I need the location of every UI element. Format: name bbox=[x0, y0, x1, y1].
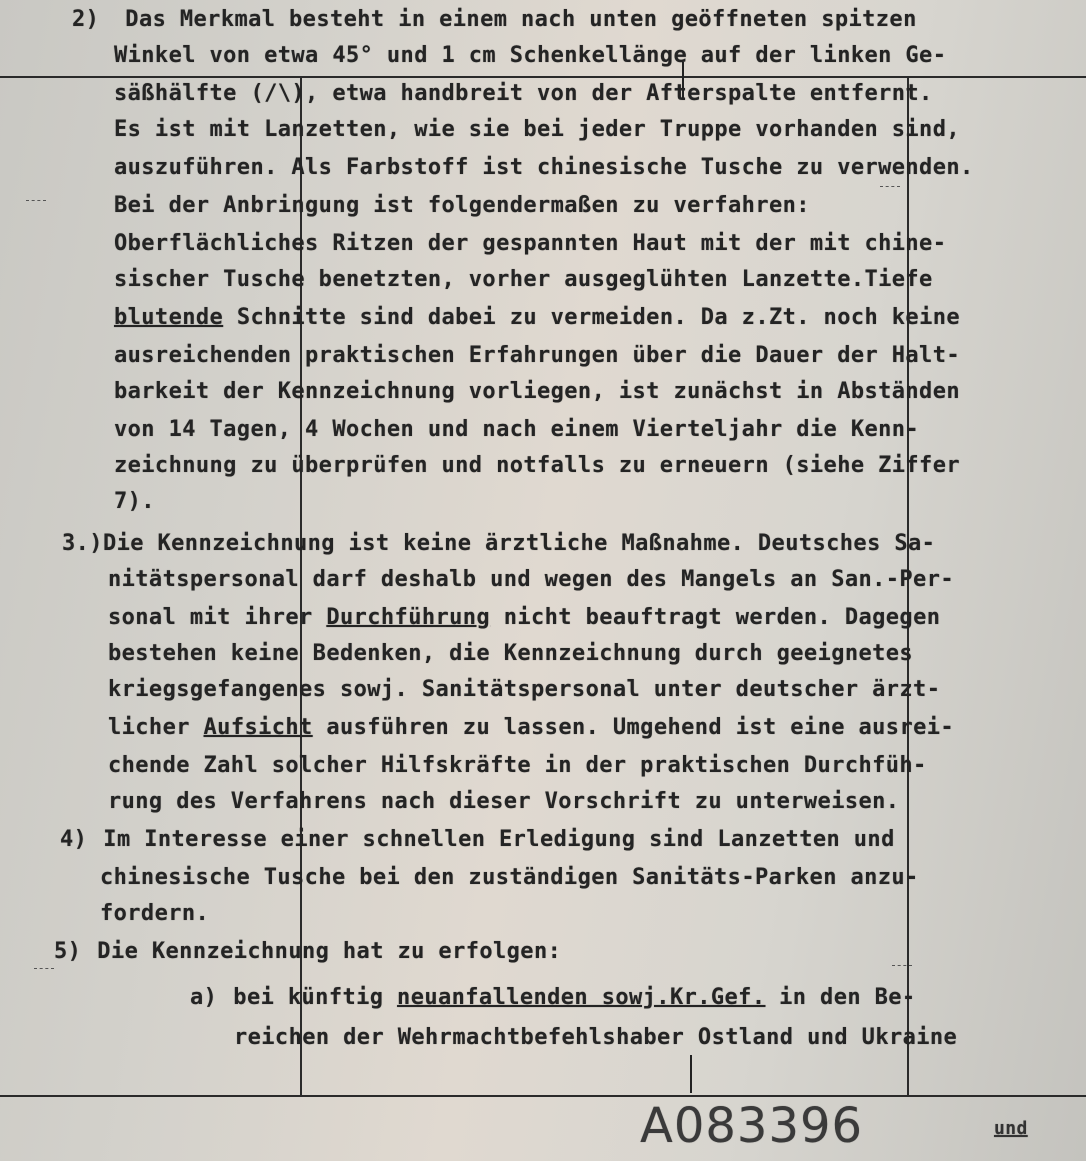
underlined-word: Durchführung bbox=[326, 605, 491, 630]
typed-line: barkeit der Kennzeichnung vorliegen, ist zunächst in Abständen bbox=[114, 379, 960, 404]
item-number: 5) bbox=[54, 939, 82, 964]
typed-line: 2) Das Merkmal besteht in einem nach unten geöffneten spitzen bbox=[72, 7, 917, 32]
typed-line: blutende Schnitte sind dabei zu vermeiden. Da z.Zt. noch keine bbox=[114, 305, 961, 330]
typed-line: Es ist mit Lanzetten, wie sie bei jeder Truppe vorhanden sind, bbox=[114, 117, 960, 142]
typed-line: a) bei künftig neuanfallenden sowj.Kr.Gef. in den Be- bbox=[190, 985, 916, 1010]
typed-line: auszuführen. Als Farbstoff ist chinesische Tusche zu verwenden. bbox=[114, 155, 974, 180]
typed-line: 3.)Die Kennzeichnung ist keine ärztliche Maßnahme. Deutsches Sa- bbox=[62, 531, 936, 556]
typed-line: ausreichenden praktischen Erfahrungen über die Dauer der Halt- bbox=[114, 343, 960, 368]
item-letter: a) bbox=[190, 985, 218, 1010]
item-number: 3.) bbox=[62, 531, 103, 556]
typed-line: zeichnung zu überprüfen und notfalls zu erneuern (siehe Ziffer bbox=[114, 453, 960, 478]
typed-line: 7). bbox=[114, 489, 155, 514]
typed-line: säßhälfte (/\), etwa handbreit von der Afterspalte entfernt. bbox=[114, 81, 933, 106]
stamp-word: und bbox=[994, 1118, 1028, 1139]
item-number: 4) bbox=[60, 827, 88, 852]
underlined-word: Aufsicht bbox=[203, 715, 313, 740]
typed-line: licher Aufsicht ausführen zu lassen. Umgehend ist eine ausrei- bbox=[108, 715, 955, 740]
typed-line: Winkel von etwa 45° und 1 cm Schenkellänge auf der linken Ge- bbox=[114, 43, 947, 68]
underlined-word: neuanfallenden sowj.Kr.Gef. bbox=[397, 985, 766, 1010]
typed-line: chende Zahl solcher Hilfskräfte in der praktischen Durchfüh- bbox=[108, 753, 927, 778]
typed-line: Bei der Anbringung ist folgendermaßen zu verfahren: bbox=[114, 193, 810, 218]
typed-line: rung des Verfahrens nach dieser Vorschrift zu unterweisen. bbox=[108, 789, 900, 814]
typed-line: chinesische Tusche bei den zuständigen Sanitäts-Parken anzu- bbox=[100, 865, 919, 890]
item-number: 2) bbox=[72, 7, 100, 32]
typed-line: von 14 Tagen, 4 Wochen und nach einem Vierteljahr die Kenn- bbox=[114, 417, 920, 442]
underlined-word: blutende bbox=[114, 305, 224, 330]
typed-line: Oberflächliches Ritzen der gespannten Haut mit der mit chine- bbox=[114, 231, 947, 256]
typed-line: fordern. bbox=[100, 901, 210, 926]
typed-line: kriegsgefangenes sowj. Sanitätspersonal unter deutscher ärzt- bbox=[108, 677, 941, 702]
typed-line: bestehen keine Bedenken, die Kennzeichnung durch geeignetes bbox=[108, 641, 914, 666]
typed-line: 4) Im Interesse einer schnellen Erledigung sind Lanzetten und bbox=[60, 827, 895, 852]
typed-line: reichen der Wehrmachtbefehlshaber Ostland und Ukraine bbox=[234, 1025, 958, 1050]
archive-number: A083396 bbox=[640, 1098, 864, 1154]
typed-line: sischer Tusche benetzten, vorher ausgeglühten Lanzette.Tiefe bbox=[114, 267, 933, 292]
typed-line: 5) Die Kennzeichnung hat zu erfolgen: bbox=[54, 939, 562, 964]
typed-line: nitätspersonal darf deshalb und wegen des Mangels an San.-Per- bbox=[108, 567, 954, 592]
typed-line: sonal mit ihrer Durchführung nicht beauftragt werden. Dagegen bbox=[108, 605, 941, 630]
